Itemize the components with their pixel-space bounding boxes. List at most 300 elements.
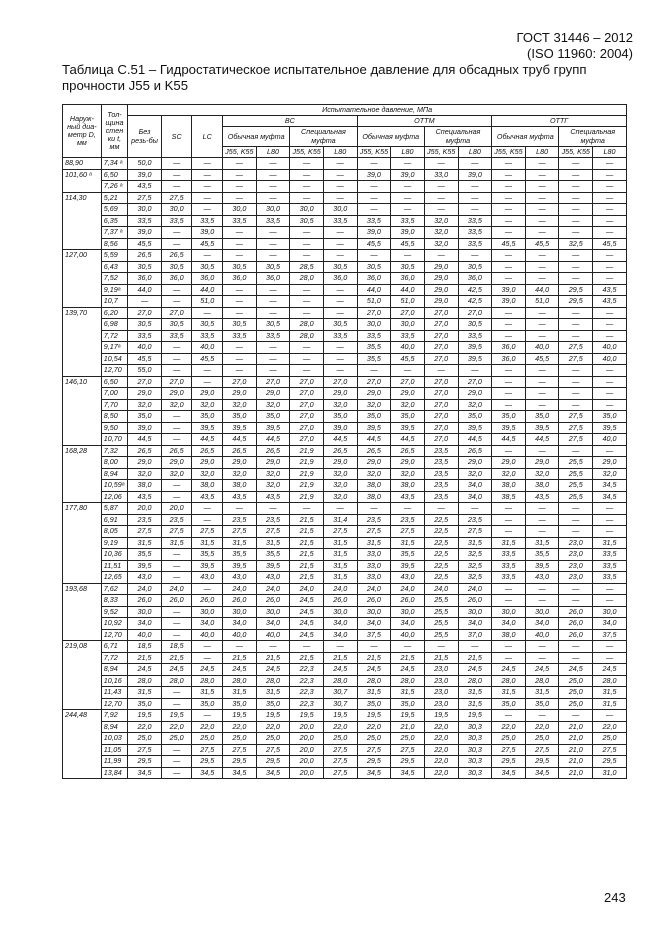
pressure-cell: 27,5 <box>559 422 593 434</box>
pressure-cell: 39,5 <box>192 422 223 434</box>
pressure-cell: 31,5 <box>593 537 627 549</box>
pressure-cell: — <box>391 158 425 170</box>
pressure-cell: 31,5 <box>161 537 192 549</box>
pressure-cell: 27,0 <box>391 376 425 388</box>
pressure-cell: — <box>391 181 425 193</box>
page-number: 243 <box>604 890 626 905</box>
pressure-cell: — <box>391 503 425 515</box>
pressure-cell: 23,5 <box>424 445 458 457</box>
pressure-cell: 30,5 <box>391 261 425 273</box>
pressure-cell: — <box>593 307 627 319</box>
pressure-cell: — <box>559 388 593 400</box>
pressure-cell: 19,5 <box>424 710 458 722</box>
pressure-cell: 34,0 <box>192 618 223 630</box>
pressure-cell: 23,5 <box>357 514 391 526</box>
pressure-cell: — <box>593 376 627 388</box>
pressure-cell: 35,0 <box>593 411 627 423</box>
pressure-cell: 24,5 <box>128 664 162 676</box>
pressure-cell: 27,0 <box>290 388 324 400</box>
pressure-cell: 29,5 <box>192 756 223 768</box>
pressure-cell: 35,0 <box>357 698 391 710</box>
pressure-cell: — <box>559 503 593 515</box>
pressure-cell: — <box>492 399 526 411</box>
pressure-cell: — <box>492 204 526 216</box>
pressure-cell: — <box>559 583 593 595</box>
pressure-cell: — <box>161 756 192 768</box>
pressure-cell: — <box>192 307 223 319</box>
pressure-cell: 38,0 <box>192 480 223 492</box>
pressure-cell: 30,3 <box>458 721 492 733</box>
pressure-cell: — <box>559 204 593 216</box>
pressure-cell: 26,0 <box>559 629 593 641</box>
pressure-cell: 33,5 <box>391 330 425 342</box>
thickness-cell: 10,7 <box>101 296 128 308</box>
pressure-cell: 44,5 <box>323 434 357 446</box>
pressure-cell: 36,0 <box>223 273 257 285</box>
pressure-cell: 40,0 <box>192 629 223 641</box>
pressure-cell: 25,0 <box>323 733 357 745</box>
pressure-cell: 50,0 <box>128 158 162 170</box>
pressure-cell: — <box>161 480 192 492</box>
pressure-cell: 39,5 <box>492 422 526 434</box>
table-row <box>63 422 627 434</box>
pressure-cell: — <box>161 618 192 630</box>
pressure-cell: 24,5 <box>357 664 391 676</box>
pressure-cell: 39,0 <box>391 227 425 239</box>
thickness-cell: 8,00 <box>101 457 128 469</box>
pressure-cell: 27,5 <box>256 526 290 538</box>
pressure-cell: 30,0 <box>223 606 257 618</box>
thickness-cell: 7,72 <box>101 330 128 342</box>
thickness-cell: 7,70 <box>101 399 128 411</box>
pressure-cell: 28,0 <box>256 675 290 687</box>
pressure-cell: 29,0 <box>128 457 162 469</box>
pressure-cell: — <box>323 238 357 250</box>
pressure-cell: 21,5 <box>391 652 425 664</box>
pressure-cell: 32,5 <box>559 238 593 250</box>
pressure-cell: — <box>161 744 192 756</box>
thickness-cell: 12,65 <box>101 572 128 584</box>
pressure-cell: 22,0 <box>192 721 223 733</box>
pressure-cell: 35,0 <box>223 698 257 710</box>
pressure-cell: 38,0 <box>357 480 391 492</box>
pressure-cell: — <box>161 296 192 308</box>
pressure-cell: 39,5 <box>391 560 425 572</box>
pressure-cell: — <box>161 158 192 170</box>
pressure-cell: 44,5 <box>256 434 290 446</box>
pressure-cell: 36,0 <box>323 273 357 285</box>
col-diameter: Наруж-ный диа-метр D, мм <box>63 105 102 158</box>
pressure-cell: 39,5 <box>458 353 492 365</box>
pressure-cell: 36,0 <box>492 342 526 354</box>
pressure-cell: — <box>323 342 357 354</box>
pressure-cell: 26,5 <box>391 445 425 457</box>
pressure-cell: — <box>290 296 324 308</box>
pressure-cell: 28,5 <box>290 261 324 273</box>
pressure-cell: 24,5 <box>192 664 223 676</box>
pressure-cell: 20,0 <box>161 503 192 515</box>
pressure-cell: 30,3 <box>458 744 492 756</box>
pressure-cell: 27,5 <box>323 756 357 768</box>
table-row <box>63 261 627 273</box>
pressure-cell: 24,5 <box>290 618 324 630</box>
pressure-cell: 25,5 <box>559 480 593 492</box>
pressure-cell: 29,0 <box>192 388 223 400</box>
pressure-cell: 25,5 <box>559 468 593 480</box>
pressure-cell: 31,5 <box>323 549 357 561</box>
pressure-cell: 30,0 <box>525 606 559 618</box>
pressure-cell: — <box>192 583 223 595</box>
pressure-cell: 21,5 <box>323 652 357 664</box>
pressure-cell: 33,5 <box>593 572 627 584</box>
pressure-cell: 27,5 <box>391 526 425 538</box>
pressure-cell: 45,5 <box>391 353 425 365</box>
pressure-cell: 34,0 <box>323 629 357 641</box>
pressure-cell: 24,0 <box>256 583 290 595</box>
ottg-special-j55: J55, K55 <box>559 146 593 157</box>
pressure-cell: — <box>492 250 526 262</box>
pressure-cell: — <box>192 710 223 722</box>
pressure-cell: 33,0 <box>357 560 391 572</box>
pressure-cell: 25,0 <box>559 698 593 710</box>
pressure-cell: 39,0 <box>492 284 526 296</box>
pressure-cell: 23,0 <box>559 549 593 561</box>
pressure-cell: 39,0 <box>128 169 162 181</box>
pressure-cell: — <box>256 307 290 319</box>
pressure-cell: — <box>161 353 192 365</box>
pressure-cell: 30,5 <box>256 261 290 273</box>
pressure-cell: — <box>424 503 458 515</box>
pressure-cell: 31,5 <box>128 687 162 699</box>
pressure-cell: 30,0 <box>128 204 162 216</box>
pressure-cell: — <box>458 158 492 170</box>
pressure-cell: 26,5 <box>161 445 192 457</box>
table-row <box>63 342 627 354</box>
pressure-cell: — <box>290 169 324 181</box>
thickness-cell: 8,50 <box>101 411 128 423</box>
pressure-cell: 30,5 <box>458 261 492 273</box>
thickness-cell: 12,70 <box>101 365 128 377</box>
diameter-cell: 101,60 ᵃ <box>63 169 102 192</box>
pressure-cell: 19,5 <box>458 710 492 722</box>
pressure-cell: 27,0 <box>290 399 324 411</box>
pressure-cell: 25,0 <box>492 733 526 745</box>
pressure-cell: 44,5 <box>492 434 526 446</box>
pressure-cell: — <box>290 365 324 377</box>
pressure-cell: 34,5 <box>593 480 627 492</box>
pressure-cell: — <box>192 250 223 262</box>
pressure-cell: 22,0 <box>223 721 257 733</box>
pressure-cell: 21,9 <box>290 457 324 469</box>
pressure-cell: — <box>593 227 627 239</box>
pressure-cell: — <box>593 158 627 170</box>
pressure-cell: 25,0 <box>161 733 192 745</box>
pressure-cell: 25,0 <box>256 733 290 745</box>
pressure-cell: 27,5 <box>525 744 559 756</box>
pressure-cell: — <box>290 342 324 354</box>
pressure-cell: 36,0 <box>161 273 192 285</box>
pressure-cell: 29,0 <box>357 457 391 469</box>
pressure-cell: 30,0 <box>323 606 357 618</box>
pressure-cell: 19,5 <box>357 710 391 722</box>
pressure-cell: 27,5 <box>559 353 593 365</box>
pressure-cell: 27,0 <box>424 388 458 400</box>
pressure-cell: — <box>290 192 324 204</box>
pressure-cell: — <box>458 250 492 262</box>
thickness-cell: 8,56 <box>101 238 128 250</box>
pressure-cell: 32,0 <box>128 399 162 411</box>
pressure-cell: — <box>593 710 627 722</box>
pressure-cell: 22,5 <box>424 514 458 526</box>
pressure-cell: 29,0 <box>256 388 290 400</box>
pressure-cell: 28,0 <box>128 675 162 687</box>
pressure-cell: — <box>256 169 290 181</box>
pressure-cell: 25,0 <box>223 733 257 745</box>
pressure-cell: 24,0 <box>458 583 492 595</box>
thickness-cell: 5,59 <box>101 250 128 262</box>
pressure-cell: 26,5 <box>357 445 391 457</box>
pressure-cell: 23,0 <box>424 664 458 676</box>
diameter-cell: 193,68 <box>63 583 102 641</box>
diameter-cell: 244,48 <box>63 710 102 779</box>
pressure-cell: — <box>525 250 559 262</box>
pressure-cell: 44,0 <box>128 284 162 296</box>
table-row <box>63 296 627 308</box>
thickness-cell: 6,98 <box>101 319 128 331</box>
pressure-cell: — <box>161 411 192 423</box>
pressure-cell: 21,5 <box>161 652 192 664</box>
pressure-cell: 22,5 <box>424 572 458 584</box>
pressure-cell: — <box>525 595 559 607</box>
pressure-cell: 30,0 <box>256 606 290 618</box>
pressure-cell: 26,0 <box>192 595 223 607</box>
pressure-cell: 35,5 <box>357 353 391 365</box>
pressure-cell: — <box>256 353 290 365</box>
pressure-cell: 21,0 <box>559 721 593 733</box>
pressure-cell: 45,5 <box>357 238 391 250</box>
thickness-cell: 8,05 <box>101 526 128 538</box>
pressure-cell: 30,0 <box>128 606 162 618</box>
pressure-cell: 21,0 <box>559 756 593 768</box>
pressure-cell: 23,5 <box>223 514 257 526</box>
pressure-cell: 39,0 <box>357 227 391 239</box>
pressure-cell: 35,0 <box>391 698 425 710</box>
pressure-cell: — <box>223 365 257 377</box>
thickness-cell: 8,94 <box>101 664 128 676</box>
bc-regular-j55: J55, K55 <box>223 146 257 157</box>
pressure-cell: — <box>290 250 324 262</box>
pressure-cell: 36,0 <box>357 273 391 285</box>
thickness-cell: 7,52 <box>101 273 128 285</box>
pressure-cell: 36,0 <box>458 273 492 285</box>
pressure-cell: 23,5 <box>424 468 458 480</box>
thickness-cell: 10,54 <box>101 353 128 365</box>
thickness-cell: 6,43 <box>101 261 128 273</box>
pressure-cell: 44,5 <box>128 434 162 446</box>
pressure-cell: 29,0 <box>223 388 257 400</box>
pressure-cell: 26,0 <box>323 595 357 607</box>
pressure-cell: 33,5 <box>492 572 526 584</box>
pressure-cell: 19,5 <box>391 710 425 722</box>
pressure-cell: 30,0 <box>391 606 425 618</box>
pressure-cell: 28,0 <box>458 675 492 687</box>
pressure-cell: 22,3 <box>290 687 324 699</box>
table-row <box>63 664 627 676</box>
pressure-cell: 40,0 <box>223 629 257 641</box>
thickness-cell: 12,70 <box>101 629 128 641</box>
pressure-cell: 30,5 <box>161 319 192 331</box>
table-row <box>63 434 627 446</box>
pressure-cell: 34,0 <box>458 491 492 503</box>
pressure-cell: 29,5 <box>525 756 559 768</box>
pressure-cell: 27,0 <box>424 319 458 331</box>
pressure-cell: 40,0 <box>391 342 425 354</box>
pressure-cell: — <box>458 204 492 216</box>
table-row <box>63 445 627 457</box>
pressure-cell: 22,0 <box>424 721 458 733</box>
pressure-cell: 32,0 <box>323 480 357 492</box>
pressure-cell: — <box>161 687 192 699</box>
pressure-cell: 30,5 <box>223 319 257 331</box>
pressure-cell: 33,5 <box>192 330 223 342</box>
pressure-cell: — <box>161 767 192 779</box>
pressure-cell: — <box>357 204 391 216</box>
table-row <box>63 319 627 331</box>
pressure-cell: 20,0 <box>290 721 324 733</box>
pressure-cell: 29,0 <box>223 457 257 469</box>
diameter-cell: 139,70 <box>63 307 102 376</box>
pressure-cell: — <box>223 353 257 365</box>
pressure-cell: 26,5 <box>128 445 162 457</box>
pressure-cell: — <box>323 250 357 262</box>
pressure-cell: 33,5 <box>391 215 425 227</box>
pressure-cell: — <box>492 181 526 193</box>
pressure-cell: 44,5 <box>525 434 559 446</box>
pressure-cell: 35,0 <box>492 698 526 710</box>
pressure-cell: 25,0 <box>559 675 593 687</box>
pressure-cell: 45,5 <box>192 238 223 250</box>
thickness-cell: 10,92 <box>101 618 128 630</box>
pressure-cell: — <box>559 445 593 457</box>
pressure-cell: 21,0 <box>559 767 593 779</box>
pressure-cell: 34,5 <box>128 767 162 779</box>
pressure-cell: 33,5 <box>223 330 257 342</box>
pressure-cell: 22,0 <box>424 767 458 779</box>
pressure-cell: — <box>161 629 192 641</box>
table-row <box>63 330 627 342</box>
pressure-cell: 39,5 <box>391 422 425 434</box>
pressure-cell: — <box>323 227 357 239</box>
table-row <box>63 514 627 526</box>
pressure-cell: — <box>593 365 627 377</box>
pressure-cell: — <box>458 641 492 653</box>
pressure-cell: — <box>492 652 526 664</box>
pressure-cell: 44,5 <box>192 434 223 446</box>
pressure-cell: 35,0 <box>128 411 162 423</box>
table-row <box>63 169 627 181</box>
pressure-cell: 29,0 <box>424 273 458 285</box>
pressure-cell: 31,5 <box>357 687 391 699</box>
pressure-cell: 25,5 <box>559 491 593 503</box>
pressure-cell: 31,5 <box>458 687 492 699</box>
pressure-cell: 32,0 <box>192 399 223 411</box>
pressure-cell: — <box>192 169 223 181</box>
pressure-cell: 44,5 <box>357 434 391 446</box>
pressure-cell: 32,0 <box>357 468 391 480</box>
pressure-cell: — <box>525 526 559 538</box>
pressure-cell: 43,0 <box>391 572 425 584</box>
pressure-cell: 20,0 <box>290 744 324 756</box>
pressure-cell: — <box>256 238 290 250</box>
pressure-cell: 25,5 <box>424 595 458 607</box>
pressure-cell: — <box>593 319 627 331</box>
pressure-cell: 35,0 <box>192 411 223 423</box>
pressure-cell: 34,0 <box>323 618 357 630</box>
pressure-cell: 31,5 <box>391 537 425 549</box>
pressure-cell: 44,5 <box>223 434 257 446</box>
pressure-cell: 20,0 <box>290 767 324 779</box>
pressure-cell: 38,0 <box>492 480 526 492</box>
pressure-cell: 35,0 <box>525 411 559 423</box>
pressure-cell: — <box>223 238 257 250</box>
pressure-cell: — <box>525 399 559 411</box>
pressure-cell: 32,5 <box>458 549 492 561</box>
table-row <box>63 549 627 561</box>
pressure-cell: 29,0 <box>525 457 559 469</box>
pressure-cell: 45,5 <box>128 353 162 365</box>
pressure-cell: 25,5 <box>424 618 458 630</box>
pressure-cell: — <box>559 330 593 342</box>
pressure-cell: — <box>192 204 223 216</box>
thickness-cell: 6,35 <box>101 215 128 227</box>
thickness-cell: 6,50 <box>101 376 128 388</box>
pressure-cell: 39,0 <box>192 227 223 239</box>
pressure-cell: 27,5 <box>128 192 162 204</box>
iso-reference: (ISO 11960: 2004) <box>527 46 633 61</box>
pressure-cell: 29,0 <box>424 284 458 296</box>
pressure-cell: — <box>593 503 627 515</box>
col-bc: BC <box>223 116 358 127</box>
pressure-cell: 25,0 <box>593 733 627 745</box>
pressure-cell: 30,7 <box>323 687 357 699</box>
pressure-cell: 27,5 <box>161 192 192 204</box>
pressure-cell: 43,0 <box>256 572 290 584</box>
pressure-cell: 29,0 <box>323 388 357 400</box>
table-row <box>63 572 627 584</box>
col-sc: SC <box>161 116 192 158</box>
table-row <box>63 204 627 216</box>
thickness-cell: 9,52 <box>101 606 128 618</box>
pressure-cell: 24,5 <box>593 664 627 676</box>
pressure-cell: 33,5 <box>458 215 492 227</box>
pressure-cell: — <box>559 399 593 411</box>
diameter-cell: 127,00 <box>63 250 102 308</box>
pressure-cell: 44,0 <box>525 284 559 296</box>
pressure-cell: 44,0 <box>357 284 391 296</box>
pressure-cell: 34,0 <box>458 618 492 630</box>
pressure-cell: — <box>492 273 526 285</box>
ottg-special-l80: L80 <box>593 146 627 157</box>
pressure-cell: 30,5 <box>357 261 391 273</box>
thickness-cell: 10,70 <box>101 434 128 446</box>
pressure-cell: — <box>256 181 290 193</box>
pressure-cell: 39,5 <box>256 422 290 434</box>
pressure-cell: — <box>161 238 192 250</box>
pressure-cell: 30,0 <box>256 204 290 216</box>
pressure-cell: — <box>559 514 593 526</box>
pressure-cell: — <box>492 261 526 273</box>
pressure-cell: 19,5 <box>323 710 357 722</box>
